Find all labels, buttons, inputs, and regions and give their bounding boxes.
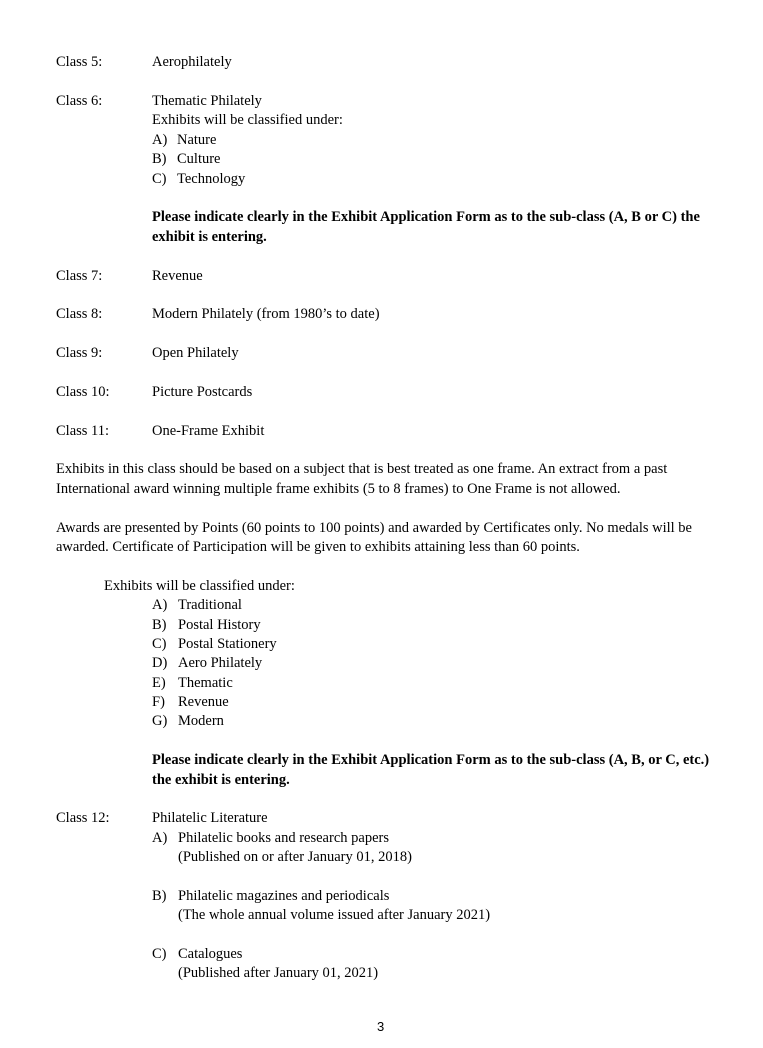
class-11-item-text: Postal History: [178, 617, 261, 633]
class-6-note-line-2: exhibit is entering.: [152, 229, 267, 245]
class-9-title: Open Philately: [152, 345, 239, 361]
class-12-label: Class 12:: [56, 810, 110, 826]
class-12-item-letter: C): [152, 946, 167, 962]
class-6-item-text: Technology: [177, 171, 246, 187]
class-11-item-letter: E): [152, 675, 166, 691]
class-6-intro: Exhibits will be classified under:: [152, 112, 343, 128]
class-11-item-letter: G): [152, 713, 168, 729]
class-6-item-letter: C): [152, 171, 167, 187]
class-10-label: Class 10:: [56, 384, 110, 400]
class-11-intro: Exhibits will be classified under:: [104, 578, 295, 594]
class-11-note-line-2: the exhibit is entering.: [152, 772, 290, 788]
class-6-title: Thematic Philately: [152, 93, 262, 109]
class-12-item-detail: (Published on or after January 01, 2018): [178, 849, 412, 865]
class-11-item-text: Modern: [178, 713, 224, 729]
class-11-item-text: Revenue: [178, 694, 229, 710]
class-11-para-1-line-2: International award winning multiple frame exhibits (5 to 8 frames) to One Frame is not allowed.: [56, 481, 621, 497]
class-6-label: Class 6:: [56, 93, 103, 109]
class-11-note-line-1: Please indicate clearly in the Exhibit Application Form as to the sub-class (A, B, or C, etc.): [152, 752, 710, 768]
class-11-item-letter: B): [152, 617, 167, 633]
class-8-label: Class 8:: [56, 306, 103, 322]
class-11-item-text: Traditional: [178, 597, 242, 613]
class-11-title: One-Frame Exhibit: [152, 423, 265, 439]
class-12-item-detail: (The whole annual volume issued after January 2021): [178, 907, 491, 923]
class-11-item-letter: D): [152, 655, 168, 671]
class-12-title: Philatelic Literature: [152, 810, 268, 826]
class-11-para-2-line-2: awarded. Certificate of Participation will be given to exhibits attaining less than 60 points.: [56, 539, 580, 555]
class-6-note-line-1: Please indicate clearly in the Exhibit Application Form as to the sub-class (A, B or C) the: [152, 209, 700, 225]
class-10-title: Picture Postcards: [152, 384, 253, 400]
class-12-item-text: Philatelic magazines and periodicals: [178, 888, 390, 904]
class-6-item-text: Nature: [177, 132, 217, 148]
class-11-item-text: Thematic: [178, 675, 233, 691]
class-11-label: Class 11:: [56, 423, 110, 439]
class-11-item-letter: F): [152, 694, 165, 710]
class-9-label: Class 9:: [56, 345, 103, 361]
class-6-item-letter: B): [152, 151, 167, 167]
class-11-para-2-line-1: Awards are presented by Points (60 points to 100 points) and awarded by Certificates only. No medals will be: [56, 520, 692, 536]
class-11-item-letter: A): [152, 597, 168, 613]
page-number: 3: [377, 1019, 385, 1034]
class-11-item-text: Aero Philately: [178, 655, 263, 671]
class-12-item-text: Catalogues: [178, 946, 243, 962]
class-12-item-letter: B): [152, 888, 167, 904]
class-8-title: Modern Philately (from 1980’s to date): [152, 306, 380, 322]
class-11-item-letter: C): [152, 636, 167, 652]
class-12-item-text: Philatelic books and research papers: [178, 830, 389, 846]
class-7-label: Class 7:: [56, 268, 103, 284]
class-12-item-detail: (Published after January 01, 2021): [178, 965, 379, 981]
class-11-item-text: Postal Stationery: [178, 636, 277, 652]
class-6-item-letter: A): [152, 132, 168, 148]
class-6-item-text: Culture: [177, 151, 221, 167]
class-12-item-letter: A): [152, 830, 168, 846]
class-5-title: Aerophilately: [152, 54, 232, 70]
class-5-label: Class 5:: [56, 54, 103, 70]
class-7-title: Revenue: [152, 268, 203, 284]
class-11-para-1-line-1: Exhibits in this class should be based on a subject that is best treated as one frame. An extract from a past: [56, 461, 668, 477]
